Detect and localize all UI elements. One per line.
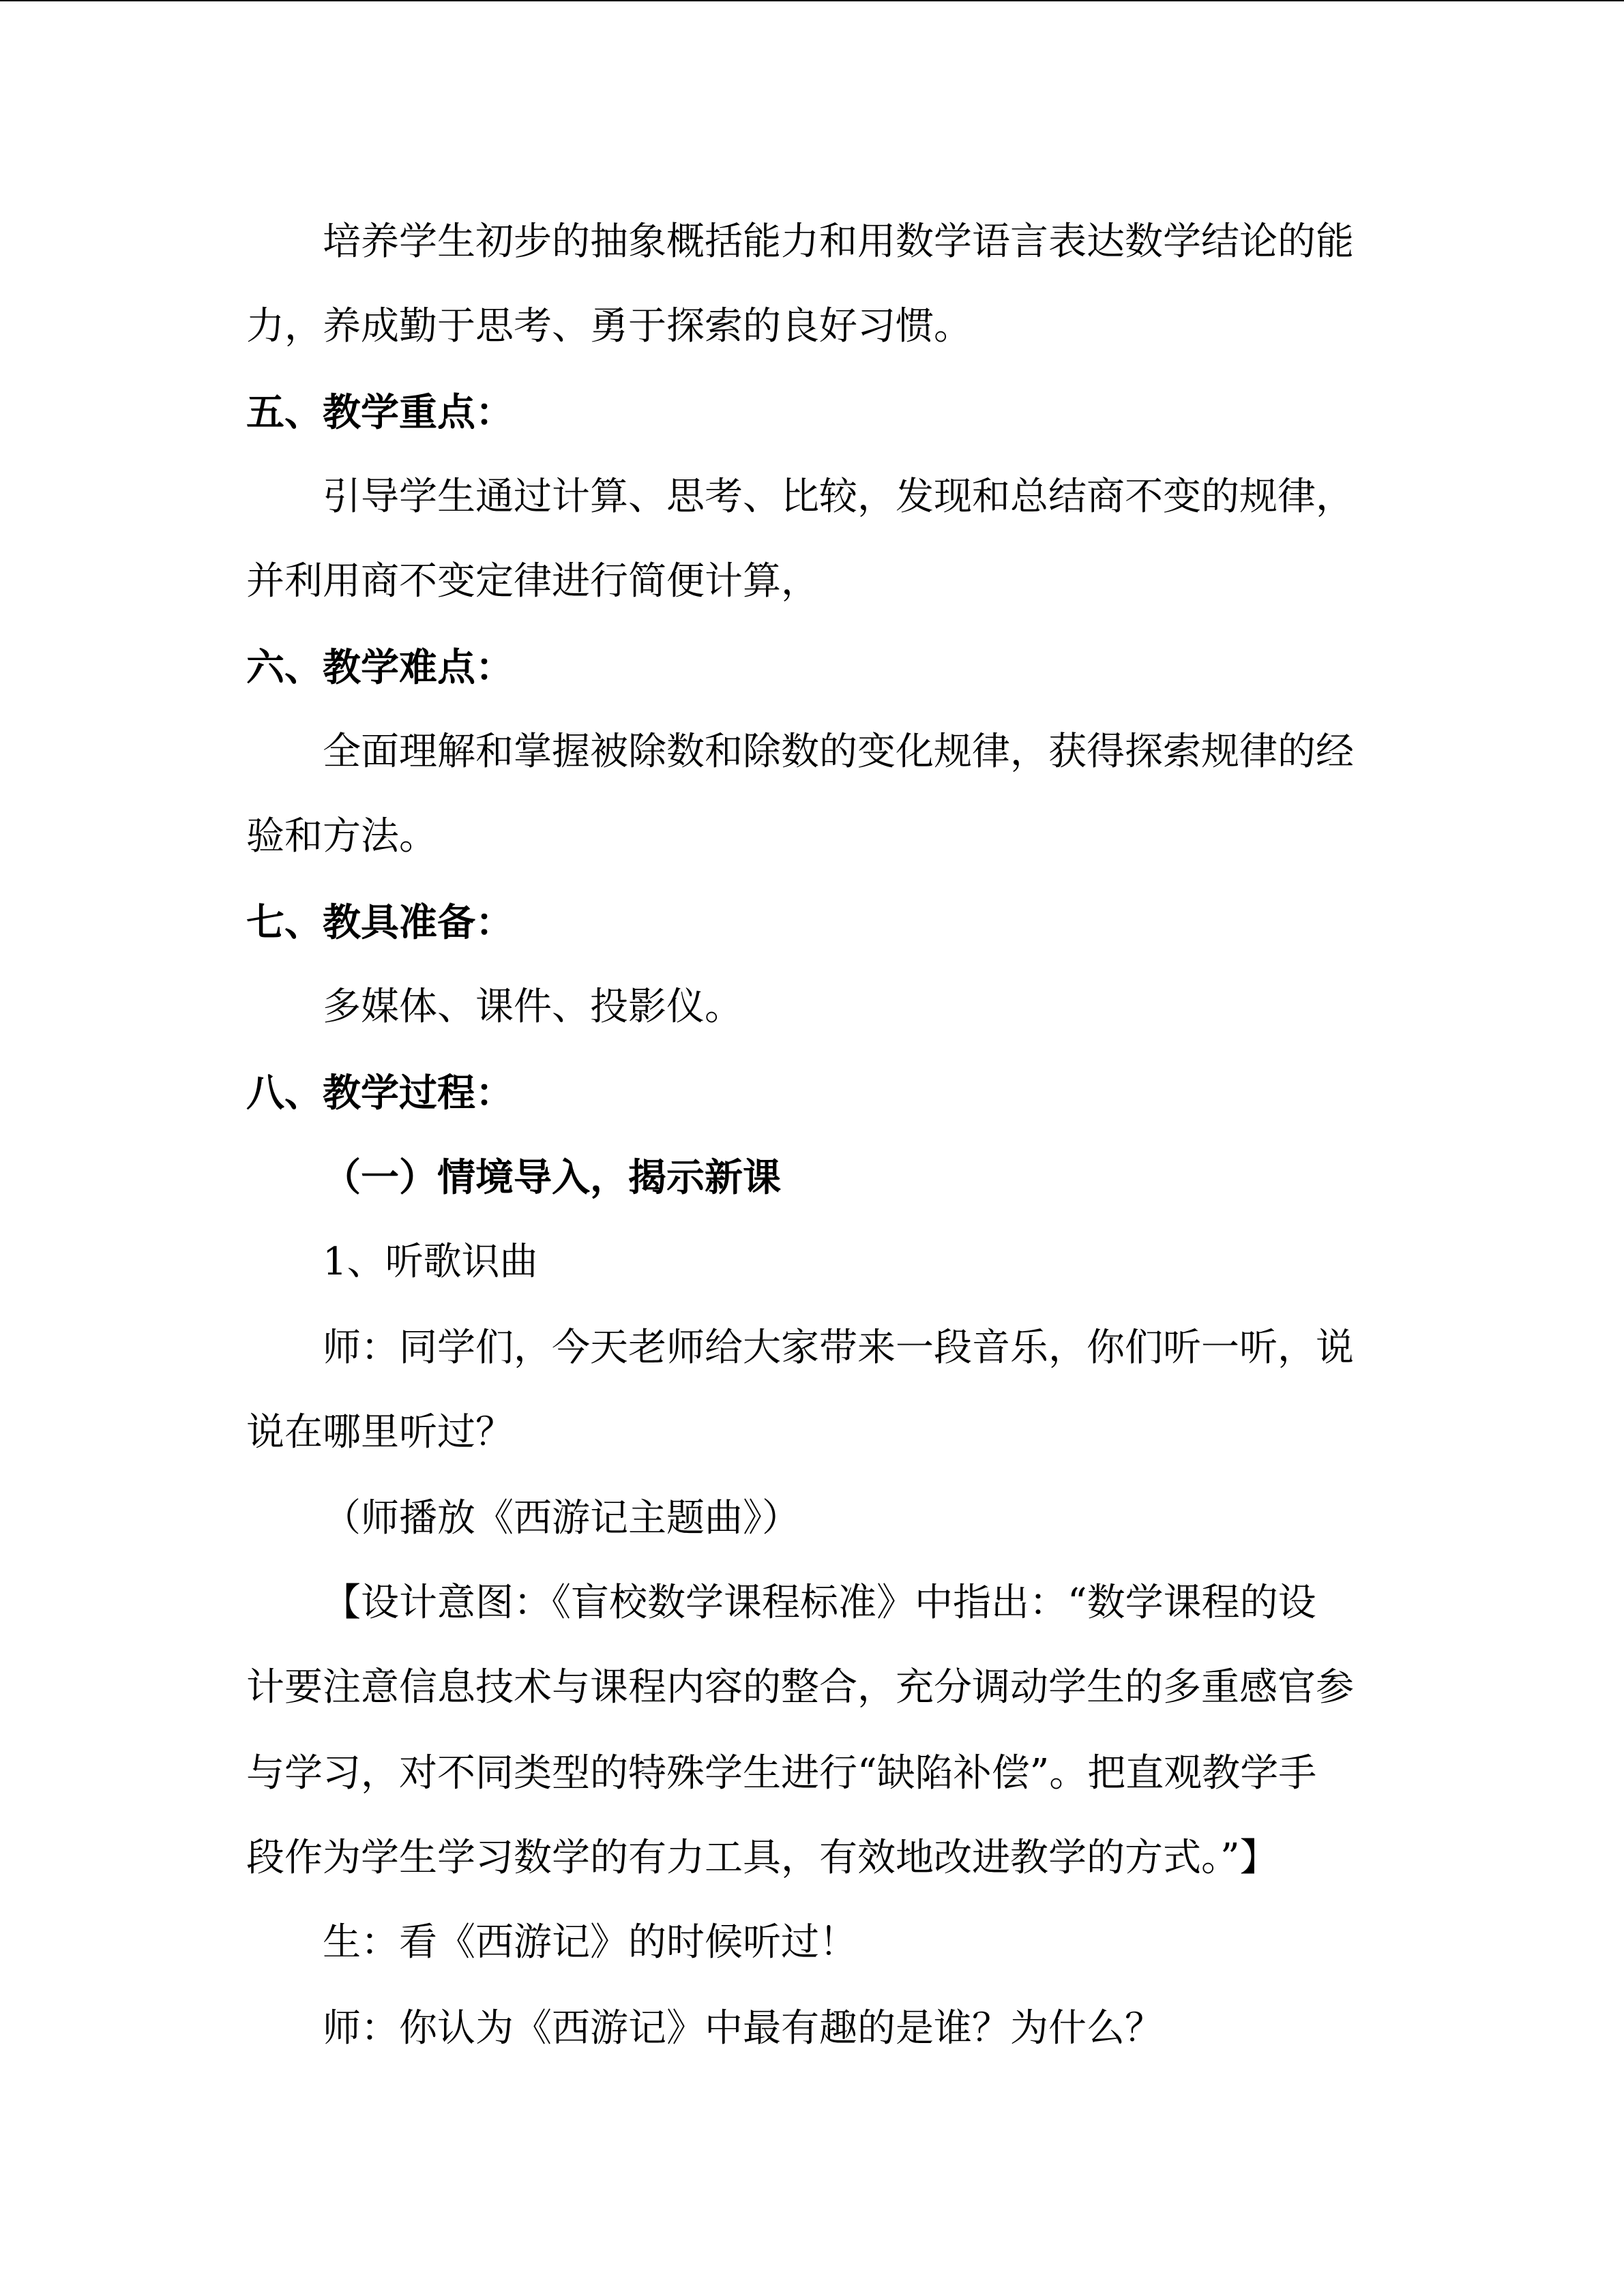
paragraph-line: 【设计意图：《盲校数学课程标准》中指出：“数学课程的设 [323,1581,1316,1625]
paragraph-line: 段作为学生学习数学的有力工具，有效地改进教学的方式。”】 [246,1836,1278,1880]
paragraph-line: 引导学生通过计算、思考、比较，发现和总结商不变的规律， [323,475,1354,519]
paragraph-line: 说在哪里听过？ [246,1410,514,1455]
paragraph-line: （师播放《西游记主题曲》） [323,1496,800,1540]
paragraph-line: 计要注意信息技术与课程内容的整合，充分调动学生的多重感官参 [246,1665,1354,1710]
paragraph-line: 师：同学们，今天老师给大家带来一段音乐，你们听一听，说 [323,1326,1354,1370]
paragraph-line: 生：看《西游记》的时候听过！ [323,1920,857,1965]
paragraph-line: 师：你认为《西游记》中最有趣的是谁？为什么？ [323,2006,1163,2051]
paragraph-line: 力，养成勤于思考、勇于探索的良好习惯。 [246,304,972,348]
paragraph-line: 1、听歌识曲 [323,1240,538,1284]
section-heading: 七、教具准备： [246,900,514,945]
paragraph-line: 多媒体、课件、投影仪。 [323,985,743,1029]
paragraph-line: 与学习，对不同类型的特殊学生进行“缺陷补偿”。把直观教学手 [246,1751,1317,1795]
section-heading: 八、教学过程： [246,1071,514,1116]
section-heading: 五、教学重点： [246,390,514,435]
section-heading: 六、教学难点： [246,645,514,690]
paragraph-line: 验和方法。 [246,814,437,859]
paragraph-line: 培养学生初步的抽象概括能力和用数学语言表达数学结论的能 [323,220,1354,264]
paragraph-line: 全面理解和掌握被除数和除数的变化规律，获得探索规律的经 [323,730,1354,774]
subsection-heading: （一）情境导入，揭示新课 [323,1155,781,1200]
paragraph-line: 并利用商不变定律进行简便计算， [246,559,819,603]
